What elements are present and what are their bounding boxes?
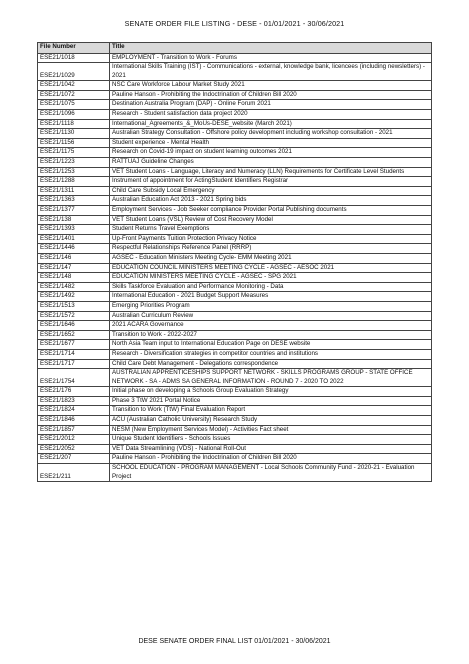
table-row	[38, 425, 432, 435]
file-number-cell: ESE21/2012	[38, 435, 110, 445]
title-cell: Phase 3 TtW 2021 Portal Notice	[110, 396, 432, 406]
table-row	[38, 129, 432, 139]
title-cell: VET Data Streamlining (VDS) - National Roll-Out	[110, 444, 432, 454]
title-cell: VET Student Loans - Language, Literacy and Numeracy (LLN) Requirements for Certificate Level Students	[110, 167, 432, 177]
table-row	[38, 444, 432, 454]
title-cell: Transition to Work - 2022-2027	[110, 330, 432, 340]
table-row	[38, 158, 432, 168]
table-row	[38, 148, 432, 158]
table-row	[38, 196, 432, 206]
title-cell: Australian Curriculum Review	[110, 311, 432, 321]
table-row	[38, 301, 432, 311]
table-row	[38, 454, 432, 464]
table-row	[38, 406, 432, 416]
table-row	[38, 396, 432, 406]
table-row	[38, 206, 432, 216]
file-number-cell: ESE21/1652	[38, 330, 110, 340]
table-row	[38, 273, 432, 283]
title-cell: VET Student Loans (VSL) Review of Cost Recovery Model	[110, 215, 432, 225]
file-number-cell: ESE21/1018	[38, 53, 110, 63]
title-cell: EMPLOYMENT - Transition to Work - Forums	[110, 53, 432, 63]
title-cell: NESM (New Employment Services Model) - Activities Fact sheet	[110, 425, 432, 435]
title-cell: SCHOOL EDUCATION - PROGRAM MANAGEMENT - Local Schools Community Fund - 2020-21 - Evaluation Project	[110, 464, 432, 482]
file-number-cell: ESE21/1846	[38, 416, 110, 426]
title-cell: Pauline Hanson - Prohibiting the Indoctrination of Children Bill 2020	[110, 90, 432, 100]
table-row	[38, 349, 432, 359]
title-cell: Student Returns Travel Exemptions	[110, 225, 432, 235]
table-row	[38, 100, 432, 110]
title-cell: North Asia Team input to International Education Page on DESE website	[110, 340, 432, 350]
title-cell: RATTUAJ Guideline Changes	[110, 158, 432, 168]
file-number-cell: ESE21/1824	[38, 406, 110, 416]
title-cell: International Skills Training (IST) - Communications - external, knowledge bank, licencees (including newsletters) - 2021	[110, 63, 432, 81]
file-number-cell: ESE21/138	[38, 215, 110, 225]
table-row	[38, 177, 432, 187]
file-number-cell: ESE21/1677	[38, 340, 110, 350]
title-cell: 2021 ACARA Governance	[110, 321, 432, 331]
file-number-cell: ESE21/1253	[38, 167, 110, 177]
title-cell: Emerging Priorities Program	[110, 301, 432, 311]
table-row	[38, 282, 432, 292]
table-row	[38, 119, 432, 129]
file-number-cell: ESE21/1714	[38, 349, 110, 359]
title-cell: Research - Student satisfaction data project 2020	[110, 110, 432, 120]
title-cell: Pauline Hanson - Prohibiting the Indoctrination of Children Bill 2020	[110, 454, 432, 464]
file-number-cell: ESE21/146	[38, 253, 110, 263]
file-number-cell: ESE21/1072	[38, 90, 110, 100]
table-row	[38, 263, 432, 273]
file-number-cell: ESE21/1857	[38, 425, 110, 435]
title-cell: Skills Taskforce Evaluation and Performance Monitoring - Data	[110, 282, 432, 292]
title-cell: Employment Services - Job Seeker compliance Provider Portal Publishing documents	[110, 206, 432, 216]
table-row	[38, 110, 432, 120]
table-row	[38, 464, 432, 482]
table-row	[38, 359, 432, 369]
page-footer: DESE SENATE ORDER FINAL LIST 01/01/2021 - 30/06/2021	[138, 638, 331, 645]
file-number-cell: ESE21/1492	[38, 292, 110, 302]
file-number-cell: ESE21/147	[38, 263, 110, 273]
title-cell: International Education - 2021 Budget Support Measures	[110, 292, 432, 302]
file-number-cell: ESE21/1393	[38, 225, 110, 235]
title-cell: Instrument of appointment for ActingStudent Identifiers Registrar	[110, 177, 432, 187]
title-cell: Transition to Work (TtW) Final Evaluation Report	[110, 406, 432, 416]
table-row	[38, 63, 432, 81]
file-number-cell: ESE21/1223	[38, 158, 110, 168]
title-cell: Child Care Subsidy Local Emergency	[110, 186, 432, 196]
table-row	[38, 244, 432, 254]
title-cell: Destination Australia Program (DAP) - Online Forum 2021	[110, 100, 432, 110]
table-row	[38, 90, 432, 100]
file-number-cell: ESE21/2052	[38, 444, 110, 454]
file-number-cell: ESE21/1130	[38, 129, 110, 139]
file-listing-table	[37, 42, 431, 482]
file-number-cell: ESE21/148	[38, 273, 110, 283]
column-header-file-number: File Number	[38, 43, 110, 54]
title-cell: Research - Diversification strategies in competitor countries and institutions	[110, 349, 432, 359]
table-row	[38, 340, 432, 350]
table-row	[38, 369, 432, 387]
title-cell: EDUCATION MINISTERS MEETING CYCLE - AGSEC - SPG 2021	[110, 273, 432, 283]
file-number-cell: ESE21/1118	[38, 119, 110, 129]
table-row	[38, 330, 432, 340]
title-cell: NSC Care Workforce Labour Market Study 2021	[110, 81, 432, 91]
table-row	[38, 81, 432, 91]
table-row	[38, 321, 432, 331]
file-number-cell: ESE21/1754	[38, 369, 110, 387]
file-number-cell: ESE21/1096	[38, 110, 110, 120]
title-cell: Up-Front Payments Tuition Protection Privacy Notice	[110, 234, 432, 244]
table-row	[38, 225, 432, 235]
table-row	[38, 53, 432, 63]
column-header-title: Title	[110, 43, 432, 54]
file-number-cell: ESE21/207	[38, 454, 110, 464]
title-cell: Respectful Relationships Reference Panel (RRRP)	[110, 244, 432, 254]
file-number-cell: ESE21/1029	[38, 63, 110, 81]
title-cell: EDUCATION COUNCIL MINISTERS MEETING CYCLE - AGSEC - AESOC 2021	[110, 263, 432, 273]
table-row	[38, 215, 432, 225]
file-number-cell: ESE21/1311	[38, 186, 110, 196]
page-title: SENATE ORDER FILE LISTING - DESE - 01/01/2021 - 30/06/2021	[124, 19, 345, 28]
title-cell: Student experience - Mental Health	[110, 138, 432, 148]
file-number-cell: ESE21/1156	[38, 138, 110, 148]
table-header-row	[38, 43, 432, 54]
file-number-cell: ESE21/1288	[38, 177, 110, 187]
table-row	[38, 253, 432, 263]
file-number-cell: ESE21/211	[38, 464, 110, 482]
title-cell: Australian Education Act 2013 - 2021 Spring bids	[110, 196, 432, 206]
file-number-cell: ESE21/1823	[38, 396, 110, 406]
file-number-cell: ESE21/1513	[38, 301, 110, 311]
table-row	[38, 138, 432, 148]
table-row	[38, 311, 432, 321]
title-cell: Child Care Debt Management - Delegations correspondence	[110, 359, 432, 369]
file-number-cell: ESE21/1482	[38, 282, 110, 292]
table-row	[38, 186, 432, 196]
title-cell: AUSTRALIAN APPRENTICESHIPS SUPPORT NETWORK - SKILLS PROGRAMS GROUP - STATE OFFICE NETWORK - SA - ADMS SA GENERAL INFORMATION - ROUND 7 - 2020 TO 2022	[110, 369, 432, 387]
file-number-cell: ESE21/1042	[38, 81, 110, 91]
file-number-cell: ESE21/1175	[38, 148, 110, 158]
title-cell: Research on Covid-19 impact on student learning outcomes 2021	[110, 148, 432, 158]
table-row	[38, 387, 432, 397]
file-number-cell: ESE21/1717	[38, 359, 110, 369]
title-cell: AGSEC - Education Ministers Meeting Cycle- EMM Meeting 2021	[110, 253, 432, 263]
file-number-cell: ESE21/1075	[38, 100, 110, 110]
title-cell: ACU (Australian Catholic University) Research Study	[110, 416, 432, 426]
title-cell: Initial phase on developing a Schools Group Evaluation Strategy	[110, 387, 432, 397]
table-row	[38, 416, 432, 426]
file-number-cell: ESE21/1401	[38, 234, 110, 244]
file-number-cell: ESE21/1377	[38, 206, 110, 216]
file-number-cell: ESE21/1646	[38, 321, 110, 331]
title-cell: Australian Strategy Consultation - Offshore policy development including workshop consultation - 2021	[110, 129, 432, 139]
file-number-cell: ESE21/1363	[38, 196, 110, 206]
table-row	[38, 435, 432, 445]
file-number-cell: ESE21/1572	[38, 311, 110, 321]
title-cell: International_Agreements_&_MoUs-DESE_website (March 2021)	[110, 119, 432, 129]
file-number-cell: ESE21/176	[38, 387, 110, 397]
table-row	[38, 292, 432, 302]
table-row	[38, 234, 432, 244]
table-row	[38, 167, 432, 177]
title-cell: Unique Student Identifiers - Schools Issues	[110, 435, 432, 445]
file-number-cell: ESE21/1446	[38, 244, 110, 254]
